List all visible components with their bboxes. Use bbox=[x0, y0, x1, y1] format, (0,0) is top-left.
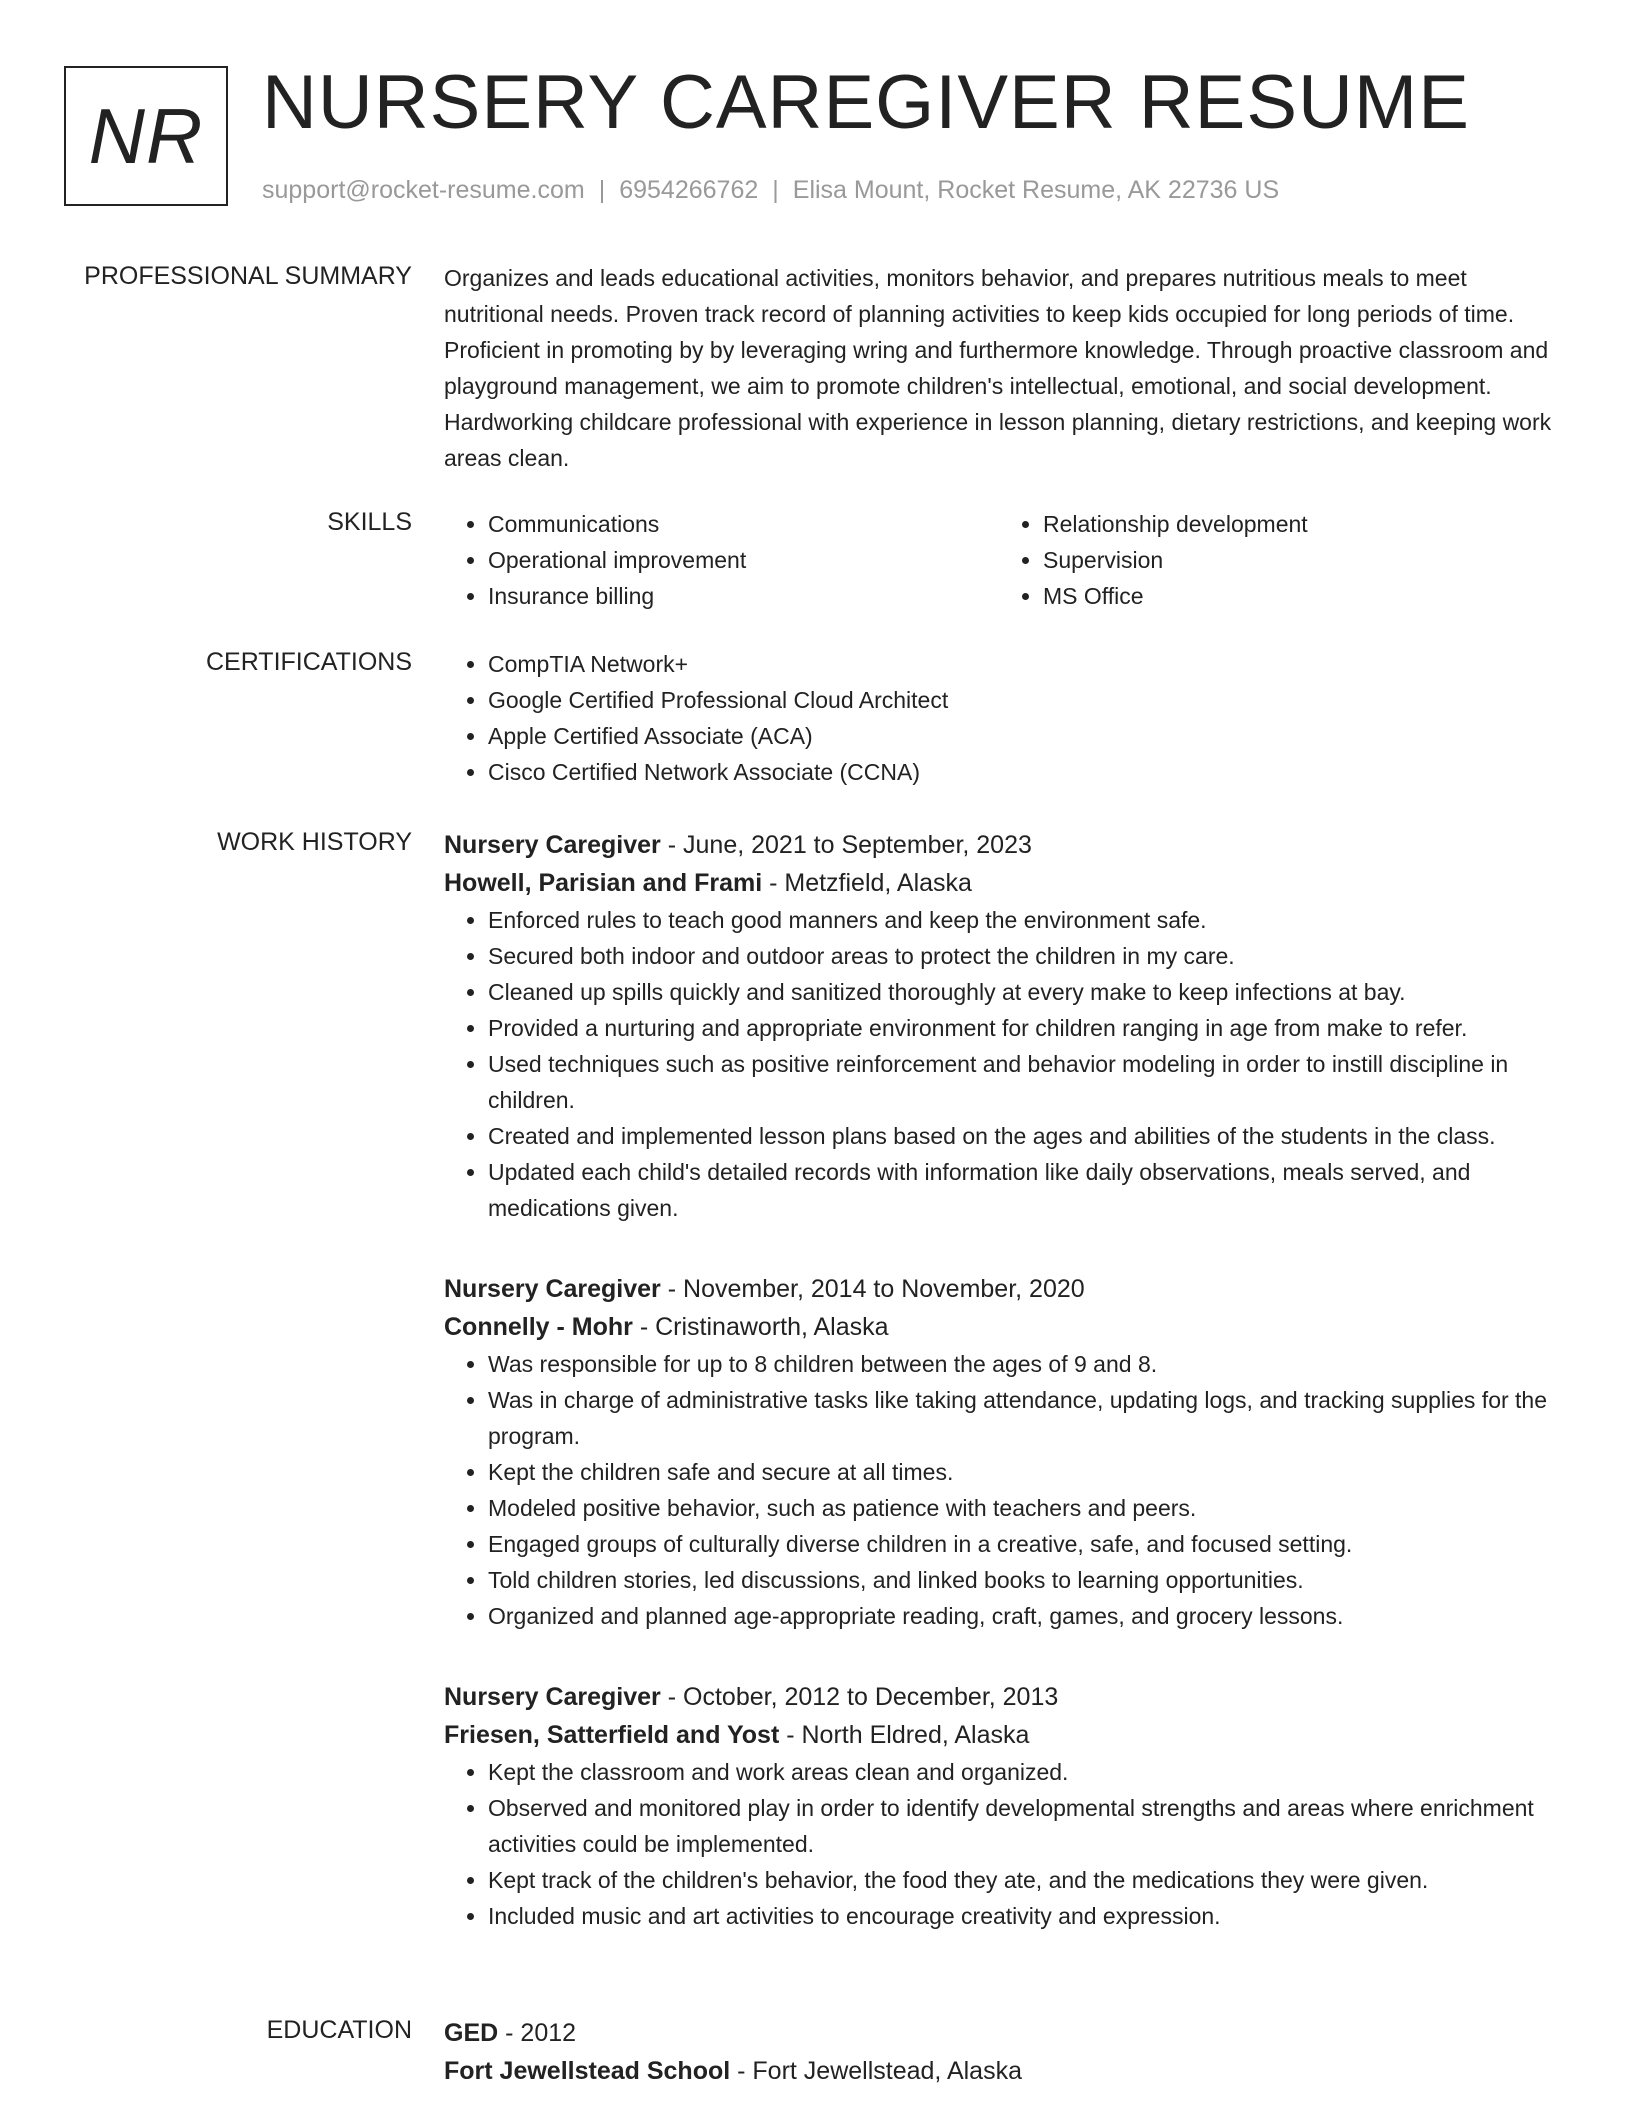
job-title-line bbox=[444, 1270, 1554, 1308]
job-entry bbox=[444, 1270, 1554, 1634]
skills-grid bbox=[444, 506, 1554, 614]
job-title-line bbox=[444, 1678, 1554, 1716]
job-dates: - November, 2014 to November, 2020 bbox=[667, 1275, 1085, 1303]
education-degree-line bbox=[444, 2014, 1554, 2052]
job-entry bbox=[444, 826, 1554, 1226]
work-history-content bbox=[444, 826, 1554, 1934]
contact-phone[interactable]: 6954266762 bbox=[619, 176, 759, 204]
summary-label: PROFESSIONAL SUMMARY bbox=[84, 262, 412, 290]
education-label: EDUCATION bbox=[266, 2016, 412, 2044]
job-bullet: • Engaged groups of culturally diverse children in a creative, safe, and focused setting. bbox=[488, 1526, 1554, 1562]
skill-item: • Insurance billing bbox=[488, 578, 999, 614]
job-bullet: • Kept the children safe and secure at all times. bbox=[488, 1454, 1554, 1490]
job-bullet: • Modeled positive behavior, such as patience with teachers and peers. bbox=[488, 1490, 1554, 1526]
job-bullets bbox=[444, 1754, 1554, 1934]
certifications-list bbox=[444, 646, 1554, 790]
work-history-label: WORK HISTORY bbox=[217, 828, 412, 856]
skills-list-right bbox=[999, 506, 1554, 614]
job-bullet: • Used techniques such as positive reinforcement and behavior modeling in order to instill discipline in children. bbox=[488, 1046, 1554, 1118]
resume-title: NURSERY CAREGIVER RESUME bbox=[262, 60, 1470, 145]
job-bullet: • Secured both indoor and outdoor areas to protect the children in my care. bbox=[488, 938, 1554, 974]
job-entry bbox=[444, 1678, 1554, 1934]
job-company: Friesen, Satterfield and Yost bbox=[444, 1721, 780, 1749]
skill-item: • Relationship development bbox=[1043, 506, 1554, 542]
job-bullet: • Kept track of the children's behavior, the food they ate, and the medications they were given. bbox=[488, 1862, 1554, 1898]
education-location: - Fort Jewellstead, Alaska bbox=[737, 2057, 1022, 2085]
job-title: Nursery Caregiver bbox=[444, 1683, 661, 1711]
education-content bbox=[444, 2014, 1554, 2090]
job-title: Nursery Caregiver bbox=[444, 831, 661, 859]
contact-separator: | bbox=[598, 176, 606, 204]
certifications-content bbox=[444, 646, 1554, 790]
job-bullet: • Was in charge of administrative tasks like taking attendance, updating logs, and tracking supplies for the program. bbox=[488, 1382, 1554, 1454]
job-bullet: • Cleaned up spills quickly and sanitized thoroughly at every make to keep infections at bay. bbox=[488, 974, 1554, 1010]
skill-item: • Operational improvement bbox=[488, 542, 999, 578]
job-company-line bbox=[444, 1716, 1554, 1754]
contact-separator: | bbox=[772, 176, 779, 204]
job-bullet: • Organized and planned age-appropriate reading, craft, games, and grocery lessons. bbox=[488, 1598, 1554, 1634]
job-location: - Metzfield, Alaska bbox=[769, 869, 972, 897]
summary-text: Organizes and leads educational activities, monitors behavior, and prepares nutritious meals to meet nutritional needs. Proven track record of planning activities to keep kids occupied for long periods of time. Proficient in promoting by by leveraging wring and furthermore knowledge. Through proactive classroom and playground management, we aim to promote children's intellectual, emotional, and social development. Hardworking childcare professional with experience in lesson planning, dietary restrictions, and keeping work areas clean. bbox=[444, 265, 1552, 471]
job-bullets bbox=[444, 1346, 1554, 1634]
contact-email[interactable]: support@rocket-resume.com bbox=[262, 176, 585, 204]
skills-content bbox=[444, 506, 1554, 614]
skill-item: • Supervision bbox=[1043, 542, 1554, 578]
job-location: - North Eldred, Alaska bbox=[786, 1721, 1030, 1749]
skill-item: • Communications bbox=[488, 506, 999, 542]
job-company-line bbox=[444, 864, 1554, 902]
job-dates: - June, 2021 to September, 2023 bbox=[667, 831, 1032, 859]
skill-item: • MS Office bbox=[1043, 578, 1554, 614]
job-company: Howell, Parisian and Frami bbox=[444, 869, 763, 897]
job-bullet: • Included music and art activities to encourage creativity and expression. bbox=[488, 1898, 1554, 1934]
job-title-line bbox=[444, 826, 1554, 864]
job-bullet: • Told children stories, led discussions, and linked books to learning opportunities. bbox=[488, 1562, 1554, 1598]
certification-item: • Google Certified Professional Cloud Architect bbox=[488, 682, 1554, 718]
summary-content bbox=[444, 260, 1554, 476]
certification-item: • Cisco Certified Network Associate (CCNA) bbox=[488, 754, 1554, 790]
education-school: Fort Jewellstead School bbox=[444, 2057, 731, 2085]
education-degree: GED bbox=[444, 2019, 499, 2047]
monogram-logo: NR bbox=[64, 66, 228, 206]
certifications-label: CERTIFICATIONS bbox=[205, 648, 412, 676]
education-year: - 2012 bbox=[505, 2019, 577, 2047]
job-title: Nursery Caregiver bbox=[444, 1275, 661, 1303]
job-bullet: • Provided a nurturing and appropriate environment for children ranging in age from make to refer. bbox=[488, 1010, 1554, 1046]
job-bullet: • Kept the classroom and work areas clean and organized. bbox=[488, 1754, 1554, 1790]
job-bullet: • Was responsible for up to 8 children between the ages of 9 and 8. bbox=[488, 1346, 1554, 1382]
certification-item: • CompTIA Network+ bbox=[488, 646, 1554, 682]
skills-list-left bbox=[444, 506, 999, 614]
skills-label: SKILLS bbox=[327, 508, 412, 536]
contact-line bbox=[262, 176, 1279, 205]
job-bullet: • Observed and monitored play in order to identify developmental strengths and areas where enrichment activities could be implemented. bbox=[488, 1790, 1554, 1862]
job-dates: - October, 2012 to December, 2013 bbox=[667, 1683, 1059, 1711]
contact-address: Elisa Mount, Rocket Resume, AK 22736 US bbox=[792, 176, 1280, 204]
education-school-line bbox=[444, 2052, 1554, 2090]
job-bullet: • Created and implemented lesson plans based on the ages and abilities of the students in the class. bbox=[488, 1118, 1554, 1154]
job-location: - Cristinaworth, Alaska bbox=[639, 1313, 889, 1341]
job-company-line bbox=[444, 1308, 1554, 1346]
job-bullets bbox=[444, 902, 1554, 1226]
job-bullet: • Enforced rules to teach good manners and keep the environment safe. bbox=[488, 902, 1554, 938]
certification-item: • Apple Certified Associate (ACA) bbox=[488, 718, 1554, 754]
job-bullet: • Updated each child's detailed records with information like daily observations, meals served, and medications given. bbox=[488, 1154, 1554, 1226]
job-company: Connelly - Mohr bbox=[444, 1313, 633, 1341]
